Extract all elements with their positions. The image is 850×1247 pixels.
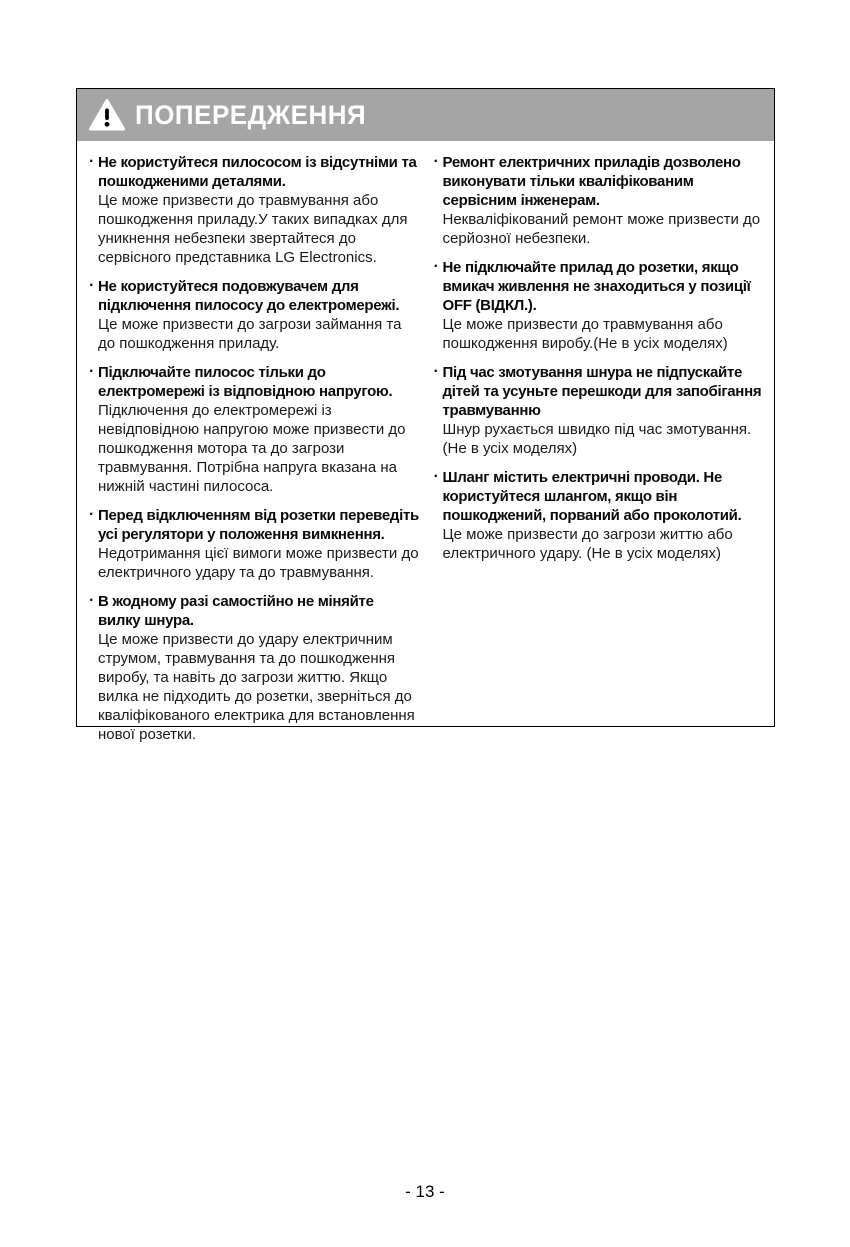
warning-item-body: Некваліфікований ремонт може призвести до серйозної небезпеки. [442, 211, 761, 247]
warning-item [89, 506, 420, 582]
warning-item-heading: · Шланг містить електричні проводи. Не користуйтеся шлангом, якщо він пошкоджений, порваний або проколотий. [442, 469, 742, 524]
warning-item [89, 153, 420, 267]
warning-columns [77, 141, 774, 754]
warning-item-heading: · Підключайте пилосос тільки до електромережі із відповідною напругою. [98, 364, 393, 400]
warning-item [89, 592, 420, 744]
warning-item-heading: · Ремонт електричних приладів дозволено виконувати тільки кваліфікованим сервісним інженерам. [442, 154, 741, 209]
warning-item-heading: · Не користуйтеся пилососом із відсутніми та пошкодженими деталями. [98, 154, 417, 190]
warning-item-heading: · Не підключайте прилад до розетки, якщо вмикач живлення не знаходиться у позиції OFF (ВІДКЛ.). [442, 259, 751, 314]
warning-item [89, 363, 420, 496]
warning-item-body: Підключення до електромережі із невідповідною напругою може призвести до пошкодження мотора та до загрози травмування. Потрібна напруга вказана на нижній частині пилососа. [98, 402, 406, 495]
warning-item-body: Це може призвести до загрози займання та до пошкодження приладу. [98, 316, 402, 352]
column-right [434, 153, 765, 754]
warning-title: ПОПЕРЕДЖЕННЯ [135, 99, 367, 130]
warning-item-heading: · Перед відключенням від розетки переведіть усі регулятори у положення вимкнення. [98, 507, 419, 543]
warning-triangle-icon [89, 99, 125, 131]
column-left [89, 153, 420, 754]
warning-item-body: Це може призвести до загрози життю або електричного удару. (Не в усіх моделях) [442, 526, 733, 562]
page-number: - 13 - [405, 1182, 445, 1201]
warning-item-heading: · Не користуйтеся подовжувачем для підключення пилососу до електромережі. [98, 278, 400, 314]
warning-item-body: Це може призвести до удару електричним струмом, травмування та до пошкодження виробу, та навіть до загрози життю. Якщо вилка не підходить до розетки, зверніться до кваліфікованого електрика для встановлення нової розетки. [98, 631, 415, 743]
warning-item-heading: · Під час змотування шнура не підпускайте дітей та усуньте перешкоди для запобігання травмуванню [442, 364, 762, 419]
warning-item-body: Це може призвести до травмування або пошкодження приладу.У таких випадках для уникнення небезпеки звертайтеся до сервісного представника LG Electronics. [98, 192, 408, 266]
warning-box [76, 88, 775, 743]
warning-item-body: Це може призвести до травмування або пошкодження виробу.(Не в усіх моделях) [442, 316, 728, 352]
warning-item [434, 468, 765, 563]
warning-item [434, 363, 765, 458]
warning-item-body: Шнур рухається швидко під час змотування. (Не в усіх моделях) [442, 421, 752, 457]
warning-item [434, 153, 765, 248]
warning-header [77, 89, 774, 141]
warning-item-body: Недотримання цієї вимоги може призвести до електричного удару та до травмування. [98, 545, 419, 581]
warning-item-heading: · В жодному разі самостійно не міняйте вилку шнура. [98, 593, 374, 629]
warning-item [89, 277, 420, 353]
warning-item [434, 258, 765, 353]
